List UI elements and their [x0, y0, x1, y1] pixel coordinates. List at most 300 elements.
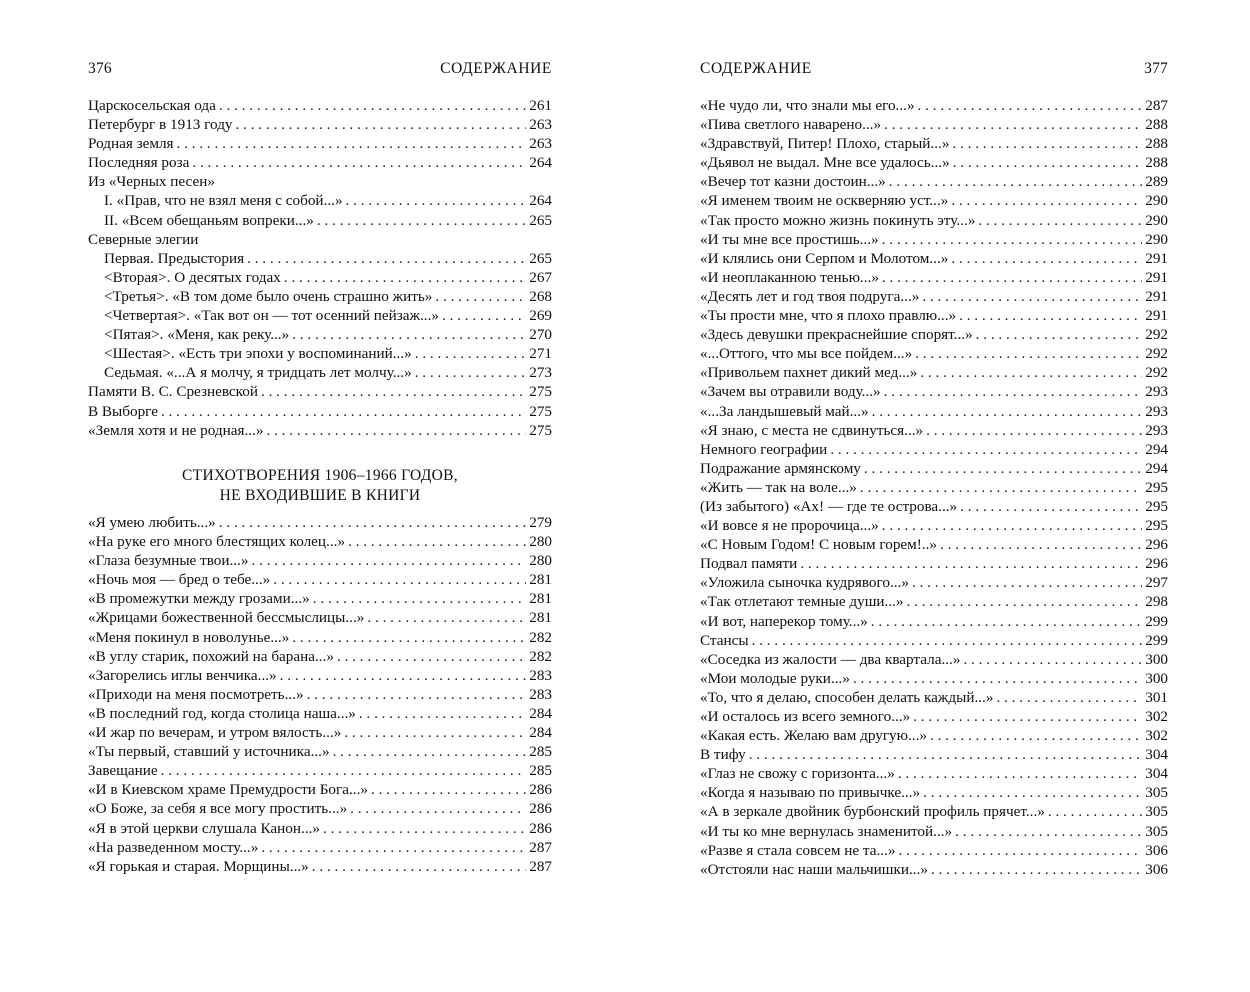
dot-leader	[915, 344, 1142, 363]
toc-entry-page-number: 306	[1145, 841, 1168, 859]
toc-entry-page-number: 264	[529, 154, 552, 172]
toc-entry	[88, 608, 552, 627]
toc-entry-title: «Ты первый, ставший у источника...»	[88, 743, 330, 761]
dot-leader	[871, 612, 1142, 631]
toc-entry-page-number: 306	[1145, 860, 1168, 878]
dot-leader	[307, 685, 527, 704]
toc-entry-title: «С Новым Годом! С новым горем!..»	[700, 536, 938, 554]
toc-entry	[700, 96, 1168, 115]
toc-entry-title: «И неоплаканною тенью...»	[700, 268, 879, 286]
toc-entry	[88, 306, 552, 325]
toc-entry-title: «О Боже, за себя я все могу простить...»	[88, 800, 348, 818]
toc-entry-title: «На руке его много блестящих колец...»	[88, 533, 346, 551]
toc-entry-page-number: 292	[1145, 345, 1168, 363]
toc-entry-page-number: 302	[1145, 727, 1168, 745]
dot-leader	[882, 516, 1142, 535]
dot-leader	[284, 268, 526, 287]
toc-entry	[88, 230, 552, 249]
toc-entry-title: «Мои молодые руки...»	[700, 669, 850, 687]
section-heading	[88, 466, 552, 506]
toc-entry-title: «Я именем твоим не оскверняю уст...»	[700, 192, 949, 210]
toc-entry-page-number: 265	[529, 249, 552, 267]
toc-entry	[88, 685, 552, 704]
toc-entry	[700, 841, 1168, 860]
dot-leader	[261, 838, 526, 857]
dot-leader	[940, 535, 1142, 554]
toc-entry-page-number: 304	[1145, 746, 1168, 764]
toc-entry-page-number: 295	[1145, 497, 1168, 515]
toc-entry-page-number: 281	[529, 571, 552, 589]
toc-entry	[700, 325, 1168, 344]
dot-leader	[415, 344, 526, 363]
toc-entry-page-number: 268	[529, 287, 552, 305]
toc-entry-title: «И клялись они Серпом и Молотом...»	[700, 249, 949, 267]
toc-list-bottom	[88, 513, 552, 876]
toc-entry-page-number: 294	[1145, 459, 1168, 477]
dot-leader	[923, 783, 1142, 802]
toc-entry-title: «В последний год, когда столица наша...»	[88, 704, 356, 722]
toc-entry-page-number: 261	[529, 97, 552, 114]
section-heading-line-2: НЕ ВХОДИВШИЕ В КНИГИ	[219, 487, 421, 504]
toc-entry	[700, 497, 1168, 516]
dot-leader	[976, 325, 1143, 344]
dot-leader	[344, 723, 526, 742]
dot-leader	[292, 325, 526, 344]
toc-entry	[88, 325, 552, 344]
toc-entry	[700, 554, 1168, 573]
left-page-running-title: СОДЕРЖАНИЕ	[440, 60, 552, 77]
toc-entry	[700, 802, 1168, 821]
toc-entry-page-number: 299	[1145, 631, 1168, 649]
dot-leader	[313, 589, 526, 608]
toc-entry-page-number: 283	[529, 666, 552, 684]
toc-entry-page-number: 264	[529, 192, 552, 210]
dot-leader	[247, 249, 526, 268]
toc-entry	[88, 532, 552, 551]
dot-leader	[1048, 802, 1142, 821]
dot-leader	[236, 115, 527, 134]
dot-leader	[830, 440, 1142, 459]
toc-entry-page-number: 291	[1145, 268, 1168, 286]
toc-entry-title: «Когда я называю по привычке...»	[700, 784, 921, 802]
toc-entry	[88, 723, 552, 742]
toc-entry	[700, 153, 1168, 172]
toc-entry-title: II. «Всем обещаньям вопреки...»	[104, 211, 314, 229]
toc-entry-page-number: 305	[1145, 784, 1168, 802]
toc-entry	[88, 761, 552, 780]
toc-entry-title: «Так отлетают темные души...»	[700, 593, 904, 611]
toc-entry-page-number: 273	[529, 364, 552, 382]
toc-entry-title: «Глаза безумные твои...»	[88, 552, 249, 570]
toc-entry-page-number: 284	[529, 724, 552, 742]
dot-leader	[960, 497, 1142, 516]
toc-entry	[88, 191, 552, 210]
toc-entry-title: «И ты ко мне вернулась знаменитой...»	[700, 822, 953, 840]
toc-entry	[700, 573, 1168, 592]
toc-entry-page-number: 275	[529, 421, 552, 439]
toc-entry-title: Станcы	[700, 631, 749, 649]
toc-entry	[700, 230, 1168, 249]
toc-entry-title: «Дьявол не выдал. Мне все удалось...»	[700, 154, 950, 172]
toc-entry-page-number: 282	[529, 647, 552, 665]
toc-entry-title: «В промежутки между грозами...»	[88, 590, 310, 608]
toc-entry-title: «То, что я делаю, способен делать каждый...»	[700, 688, 994, 706]
toc-entry-title: «Ты прости мне, что я плохо правлю...»	[700, 307, 957, 325]
toc-entry-page-number: 288	[1145, 154, 1168, 172]
toc-entry-title: Северные элегии	[88, 230, 199, 248]
toc-entry	[700, 115, 1168, 134]
toc-entry-page-number: 286	[529, 781, 552, 799]
toc-entry-title: «Приходи на меня посмотреть...»	[88, 685, 304, 703]
toc-entry-title: Памяти В. С. Срезневской	[88, 383, 258, 401]
dot-leader	[177, 134, 527, 153]
toc-entry	[88, 172, 552, 191]
section-heading-line-1: СТИХОТВОРЕНИЯ 1906–1966 ГОДОВ,	[182, 467, 458, 484]
dot-leader	[749, 745, 1142, 764]
dot-leader	[371, 780, 526, 799]
dot-leader	[359, 704, 526, 723]
toc-entry	[88, 647, 552, 666]
toc-entry-title: «Соседка из жалости — два квартала...»	[700, 650, 961, 668]
toc-entry-page-number: 291	[1145, 307, 1168, 325]
toc-entry-title: «Здравствуй, Питер! Плохо, старый...»	[700, 135, 950, 153]
toc-list-right	[700, 96, 1168, 879]
toc-entry-page-number: 302	[1145, 708, 1168, 725]
dot-leader	[161, 402, 526, 421]
toc-entry	[700, 745, 1168, 764]
toc-entry	[88, 211, 552, 230]
toc-entry-title: Седьмая. «...А я молчу, я тридцать лет молчу...»	[104, 364, 412, 382]
toc-entry-page-number: 275	[529, 402, 552, 420]
toc-entry-page-number: 270	[529, 326, 552, 344]
toc-entry-page-number: 298	[1145, 593, 1168, 611]
toc-entry-title: Последняя роза	[88, 154, 190, 172]
right-page	[700, 0, 1168, 992]
dot-leader	[273, 570, 526, 589]
toc-entry-title: «Не чудо ли, что знали мы его...»	[700, 97, 915, 114]
toc-entry	[88, 666, 552, 685]
dot-leader	[350, 799, 526, 818]
toc-entry	[700, 707, 1168, 726]
toc-entry-title: «Я знаю, с места не сдвинуться...»	[700, 421, 924, 439]
toc-entry	[88, 570, 552, 589]
dot-leader	[853, 669, 1142, 688]
toc-entry-page-number: 289	[1145, 173, 1168, 191]
toc-entry-page-number: 290	[1145, 230, 1168, 248]
toc-entry	[700, 535, 1168, 554]
dot-leader	[920, 363, 1142, 382]
toc-entry	[88, 799, 552, 818]
toc-entry-page-number: 296	[1145, 555, 1168, 573]
toc-entry-page-number: 288	[1145, 135, 1168, 153]
toc-entry	[700, 478, 1168, 497]
dot-leader	[435, 287, 526, 306]
dot-leader	[752, 631, 1143, 650]
toc-entry-title: «Жрицами божественной бессмыслицы...»	[88, 609, 365, 627]
dot-leader	[161, 761, 527, 780]
toc-entry-title: <Шестая>. «Есть три эпохи у воспоминаний...»	[104, 345, 412, 363]
toc-entry-title: I. «Прав, что не взял меня с собой...»	[104, 192, 343, 210]
toc-entry-page-number: 305	[1145, 822, 1168, 840]
toc-entry	[88, 857, 552, 876]
toc-entry	[88, 153, 552, 172]
toc-entry	[700, 783, 1168, 802]
toc-entry-page-number: 284	[529, 704, 552, 722]
toc-entry	[700, 287, 1168, 306]
toc-entry-page-number: 295	[1145, 517, 1168, 535]
toc-entry-page-number: 267	[529, 268, 552, 286]
right-page-running-title: СОДЕРЖАНИЕ	[700, 60, 812, 77]
toc-entry-title: Первая. Предыстория	[104, 249, 245, 267]
dot-leader	[280, 666, 527, 685]
toc-entry-page-number: 280	[529, 552, 552, 570]
toc-entry-title: Завещание	[88, 762, 158, 780]
toc-entry	[700, 860, 1168, 879]
toc-entry	[700, 134, 1168, 153]
toc-entry	[88, 363, 552, 382]
toc-entry-page-number: 281	[529, 590, 552, 608]
dot-leader	[922, 287, 1142, 306]
toc-entry-page-number: 291	[1145, 287, 1168, 305]
dot-leader	[930, 726, 1142, 745]
toc-entry	[88, 628, 552, 647]
toc-entry-page-number: 288	[1145, 116, 1168, 134]
toc-entry-page-number: 297	[1145, 574, 1168, 592]
toc-entry-title: Подвал памяти	[700, 555, 798, 573]
toc-entry	[700, 440, 1168, 459]
left-page	[88, 0, 552, 992]
toc-entry-page-number: 263	[529, 116, 552, 134]
toc-entry	[88, 742, 552, 761]
dot-leader	[192, 153, 526, 172]
toc-entry-title: «Привольем пахнет дикий мед...»	[700, 364, 918, 382]
toc-entry-title: «И вовсе я не пророчица...»	[700, 517, 879, 535]
toc-entry	[700, 191, 1168, 210]
dot-leader	[913, 707, 1142, 726]
toc-entry-title: «Какая есть. Желаю вам другую...»	[700, 727, 927, 745]
dot-leader	[996, 688, 1142, 707]
toc-entry-page-number: 290	[1145, 211, 1168, 229]
toc-entry	[88, 134, 552, 153]
toc-entry	[88, 402, 552, 421]
toc-entry-title: Подражание армянскому	[700, 459, 861, 477]
toc-entry	[88, 96, 552, 115]
toc-entry-page-number: 285	[529, 762, 552, 780]
dot-leader	[346, 191, 527, 210]
toc-entry-title: «В углу старик, похожий на барана...»	[88, 647, 334, 665]
toc-entry-page-number: 286	[529, 819, 552, 837]
toc-entry-page-number: 279	[529, 514, 552, 531]
left-page-header	[88, 60, 552, 80]
toc-entry-page-number: 275	[529, 383, 552, 401]
dot-leader	[864, 459, 1142, 478]
toc-entry-page-number: 300	[1145, 650, 1168, 668]
toc-entry-page-number: 291	[1145, 249, 1168, 267]
toc-entry	[88, 704, 552, 723]
toc-entry	[700, 421, 1168, 440]
dot-leader	[951, 191, 1142, 210]
dot-leader	[800, 554, 1142, 573]
dot-leader	[951, 249, 1142, 268]
toc-entry	[700, 172, 1168, 191]
dot-leader	[926, 421, 1142, 440]
dot-leader	[898, 764, 1142, 783]
toc-entry-page-number: 281	[529, 609, 552, 627]
toc-entry-page-number: 292	[1145, 364, 1168, 382]
toc-entry-page-number: 271	[529, 345, 552, 363]
dot-leader	[884, 115, 1142, 134]
dot-leader	[266, 421, 526, 440]
toc-entry-page-number: 304	[1145, 765, 1168, 783]
toc-entry-title: «...Оттого, что мы все пойдем...»	[700, 345, 913, 363]
toc-entry-title: Из «Черных песен»	[88, 173, 215, 191]
toc-entry-page-number: 290	[1145, 192, 1168, 210]
toc-entry	[88, 421, 552, 440]
toc-entry	[700, 650, 1168, 669]
toc-entry	[88, 115, 552, 134]
dot-leader	[912, 573, 1142, 592]
toc-entry-title: «...За ландышевый май...»	[700, 402, 869, 420]
dot-leader	[317, 211, 526, 230]
toc-entry-title: <Пятая>. «Меня, как реку...»	[104, 326, 290, 344]
toc-entry-title: «Зачем вы отравили воду...»	[700, 383, 881, 401]
toc-entry-title: «И вот, наперекор тому...»	[700, 612, 868, 630]
toc-entry-page-number: 282	[529, 628, 552, 646]
toc-entry-page-number: 287	[529, 838, 552, 856]
left-page-number: 376	[88, 60, 112, 77]
toc-entry	[700, 402, 1168, 421]
toc-entry-title: «Десять лет и год твоя подруга...»	[700, 287, 920, 305]
dot-leader	[252, 551, 527, 570]
toc-entry-title: «Отстояли нас наши мальчишки...»	[700, 860, 928, 878]
dot-leader	[889, 172, 1142, 191]
toc-entry	[700, 631, 1168, 650]
toc-entry-page-number: 300	[1145, 669, 1168, 687]
toc-entry-page-number: 305	[1145, 803, 1168, 821]
toc-entry-page-number: 295	[1145, 478, 1168, 496]
toc-entry-title: В Выборге	[88, 402, 158, 420]
dot-leader	[219, 96, 526, 115]
toc-entry-title: «И жар по вечерам, и утром вялость...»	[88, 724, 342, 742]
toc-entry-page-number: 293	[1145, 402, 1168, 420]
toc-entry-title: <Вторая>. О десятых годах	[104, 268, 281, 286]
toc-entry	[88, 382, 552, 401]
toc-entry-title: <Четвертая>. «Так вот он — тот осенний пейзаж...»	[104, 307, 439, 325]
toc-entry-title: «Здесь девушки прекраснейшие спорят...»	[700, 326, 973, 344]
toc-entry	[88, 780, 552, 799]
toc-entry-title: «Разве я стала совсем не та...»	[700, 841, 896, 859]
toc-entry	[700, 688, 1168, 707]
toc-entry	[700, 459, 1168, 478]
toc-entry-title: «Вечер тот казни достоин...»	[700, 173, 886, 191]
toc-entry-title: <Третья>. «В том доме было очень страшно жить»	[104, 287, 433, 305]
right-page-header	[700, 60, 1168, 80]
toc-entry	[88, 838, 552, 857]
toc-entry-title: «Так просто можно жизнь покинуть эту...»	[700, 211, 976, 229]
toc-entry	[88, 589, 552, 608]
dot-leader	[918, 96, 1143, 115]
dot-leader	[952, 134, 1142, 153]
dot-leader	[955, 822, 1142, 841]
toc-entry-title: В тифу	[700, 746, 746, 764]
toc-entry-title: «А в зеркале двойник бурбонский профиль прячет...»	[700, 803, 1045, 821]
dot-leader	[219, 513, 526, 532]
toc-entry-title: «Я умею любить...»	[88, 514, 216, 531]
dot-leader	[337, 647, 526, 666]
toc-entry-page-number: 296	[1145, 536, 1168, 554]
toc-entry-title: (Из забытого) «Ах! — где те острова...»	[700, 497, 958, 515]
toc-entry-title: «Меня покинул в новолунье...»	[88, 628, 290, 646]
dot-leader	[323, 819, 526, 838]
dot-leader	[442, 306, 526, 325]
dot-leader	[348, 532, 526, 551]
toc-entry-title: «Уложила сыночка кудрявого...»	[700, 574, 909, 592]
dot-leader	[292, 628, 526, 647]
dot-leader	[367, 608, 526, 627]
toc-entry	[700, 669, 1168, 688]
toc-entry	[700, 382, 1168, 401]
toc-entry-page-number: 285	[529, 743, 552, 761]
toc-entry-title: «Загорелись иглы венчика...»	[88, 666, 277, 684]
dot-leader	[333, 742, 527, 761]
toc-entry-title: «Я в этой церкви слушала Канон...»	[88, 819, 321, 837]
toc-entry	[88, 513, 552, 532]
dot-leader	[261, 382, 526, 401]
toc-entry-title: Царскосельская ода	[88, 97, 216, 114]
toc-entry-title: «Ночь моя — бред о тебе...»	[88, 571, 271, 589]
toc-entry-title: «Глаз не свожу с горизонта...»	[700, 765, 895, 783]
toc-entry	[700, 822, 1168, 841]
toc-entry	[700, 306, 1168, 325]
dot-leader	[860, 478, 1142, 497]
toc-entry	[700, 344, 1168, 363]
dot-leader	[907, 592, 1143, 611]
toc-entry-title: Родная земля	[88, 135, 174, 153]
toc-entry-page-number: 287	[1145, 97, 1168, 114]
toc-entry	[88, 268, 552, 287]
toc-entry-title: «Жить — так на воле...»	[700, 478, 857, 496]
toc-entry-title: «И ты мне все простишь...»	[700, 230, 879, 248]
toc-entry-page-number: 294	[1145, 440, 1168, 458]
dot-leader	[415, 363, 527, 382]
dot-leader	[882, 268, 1142, 287]
toc-entry-page-number: 263	[529, 135, 552, 153]
toc-entry-title: Немного географии	[700, 440, 828, 458]
toc-entry	[88, 344, 552, 363]
toc-entry-title: «Я горькая и старая. Морщины...»	[88, 857, 309, 875]
toc-entry-title: «На разведенном мосту...»	[88, 838, 259, 856]
dot-leader	[882, 230, 1143, 249]
toc-entry	[88, 287, 552, 306]
toc-entry	[88, 249, 552, 268]
toc-entry	[700, 612, 1168, 631]
toc-entry	[88, 551, 552, 570]
right-page-number: 377	[1144, 60, 1168, 77]
toc-entry-page-number: 286	[529, 800, 552, 818]
toc-list-top	[88, 96, 552, 440]
toc-entry-page-number: 280	[529, 533, 552, 551]
toc-entry	[700, 726, 1168, 745]
dot-leader	[931, 860, 1142, 879]
toc-entry-page-number: 287	[529, 857, 552, 875]
toc-entry	[700, 592, 1168, 611]
dot-leader	[872, 402, 1143, 421]
toc-entry-title: Петербург в 1913 году	[88, 116, 233, 134]
toc-entry-page-number: 283	[529, 685, 552, 703]
toc-entry-page-number: 292	[1145, 326, 1168, 344]
dot-leader	[978, 211, 1142, 230]
toc-entry-page-number: 293	[1145, 383, 1168, 401]
